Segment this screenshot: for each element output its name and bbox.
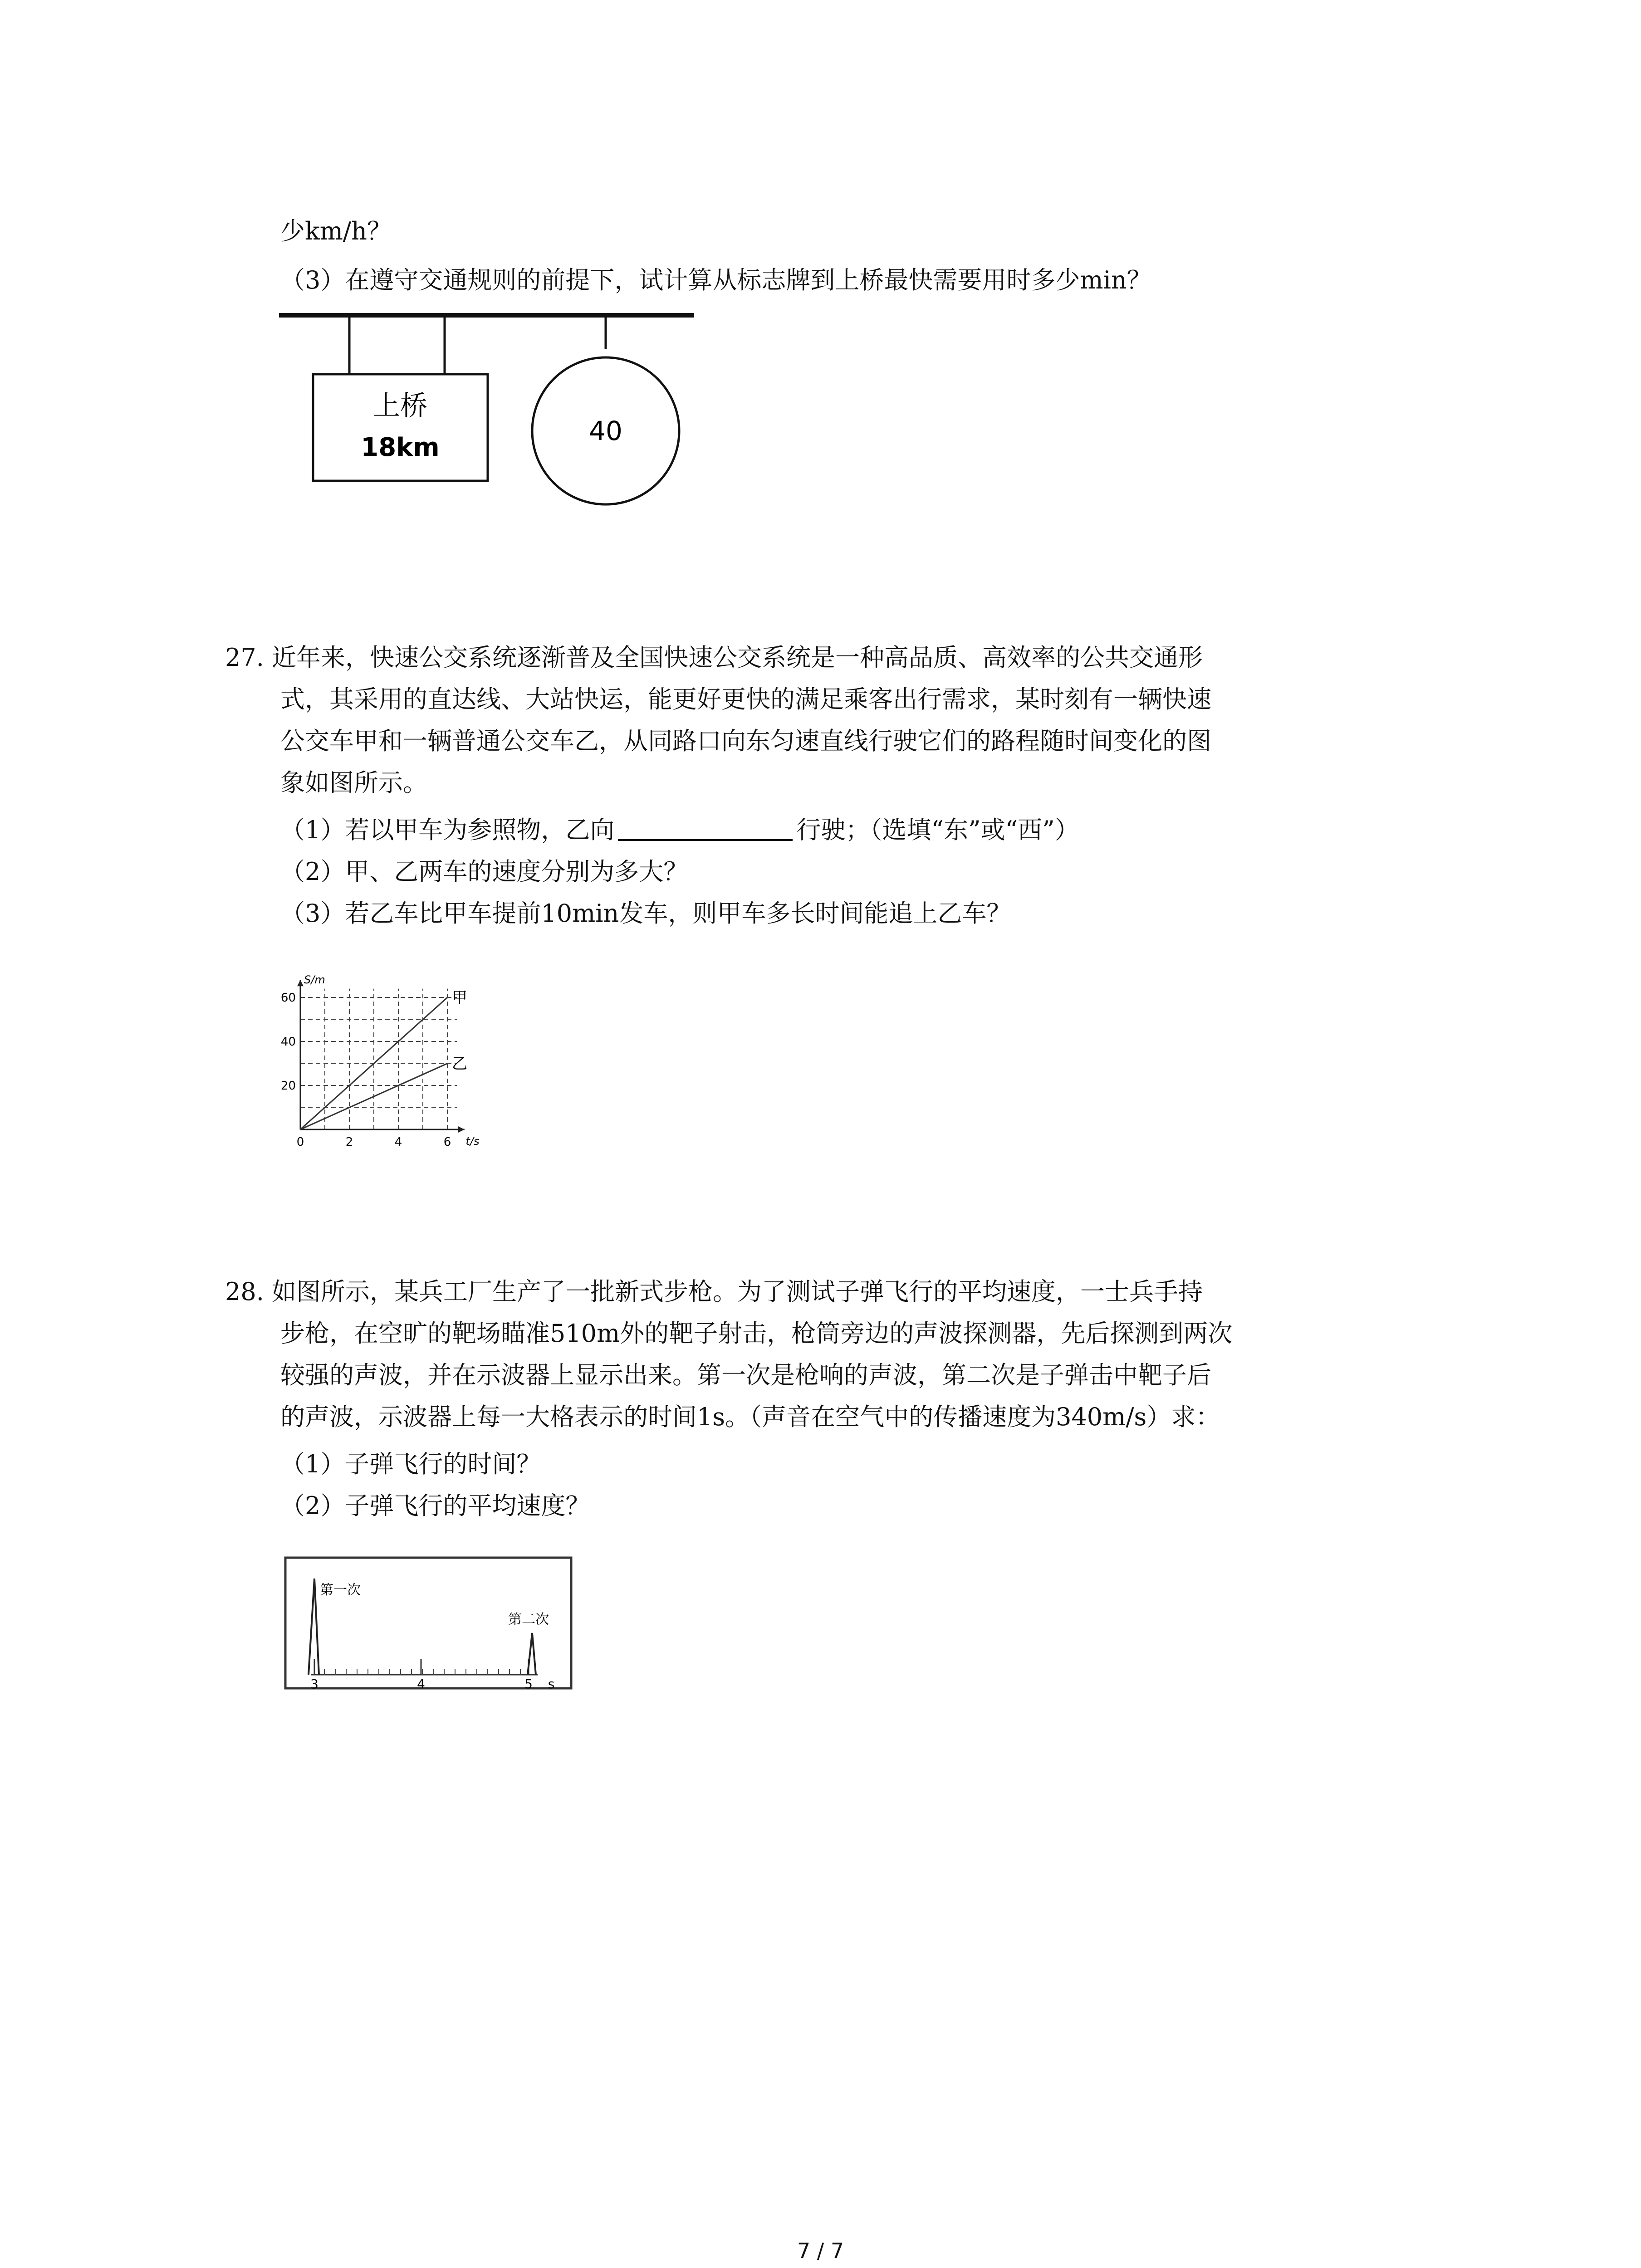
x-tick-label: 4: [394, 1135, 402, 1149]
x-axis-arrow: [458, 1126, 465, 1133]
y-axis-label: S/m: [304, 973, 325, 987]
q27-line-4: 象如图所示。: [280, 768, 427, 797]
q27-part1-start: （1）若以甲车为参照物，乙向: [280, 816, 615, 844]
speed-limit-value: 40: [589, 415, 622, 446]
x-axis-label: t/s: [465, 1135, 480, 1148]
q27-line-2: 式，其采用的直达线、大站快运，能更好更快的满足乘客出行需求，某时刻有一辆快速: [280, 685, 1211, 714]
x-tick-label: 2: [345, 1135, 353, 1149]
label-first: 第一次: [320, 1582, 361, 1598]
distance-time-chart: [272, 957, 508, 1152]
q28-part1: （1）子弹飞行的时间？: [280, 1450, 541, 1478]
q28-line-1: 28. 如图所示，某兵工厂生产了一批新式步枪。为了测试子弹飞行的平均速度，一士兵手持: [225, 1277, 1203, 1306]
q27-part2: （2）甲、乙两车的速度分别为多大？: [280, 857, 688, 886]
q26-continuation: 少km/h？: [280, 217, 392, 245]
series-label-1: 甲: [452, 989, 467, 1007]
q27-line-1: 27. 近年来，快速公交系统逐渐普及全国快速公交系统是一种高品质、高效率的公共交通形: [225, 643, 1203, 672]
q28-line-3: 较强的声波，并在示波器上显示出来。第一次是枪响的声波，第二次是子弹击中靶子后: [280, 1361, 1211, 1389]
oscilloscope-figure: [284, 1556, 574, 1692]
label-second: 第二次: [508, 1612, 549, 1628]
tick-label-3: 3: [310, 1677, 318, 1691]
q27-part1: [280, 812, 1079, 848]
y-tick-label: 20: [280, 1079, 296, 1093]
q28-line-2: 步枪，在空旷的靶场瞄准510m外的靶子射击，枪筒旁边的声波探测器，先后探测到两次: [280, 1319, 1233, 1348]
tick-label-5: 5: [524, 1677, 533, 1691]
q28-line-4: 的声波，示波器上每一大格表示的时间1s。（声音在空气中的传播速度为340m/s）求：: [280, 1403, 1220, 1431]
bridge-sign-text-2: 18km: [361, 433, 440, 462]
q27-part1-end: 行驶；（选填“东”或“西”）: [796, 816, 1079, 844]
q28-part2: （2）子弹飞行的平均速度？: [280, 1491, 590, 1520]
x-tick-label: 6: [443, 1135, 451, 1149]
series-label-2: 乙: [452, 1055, 467, 1073]
tick-label-unit: s: [548, 1677, 555, 1691]
bridge-sign-text-1: 上桥: [373, 390, 427, 422]
y-axis-arrow: [297, 980, 304, 986]
page-number: 7 / 7: [797, 2239, 844, 2263]
bridge-sign-figure: [272, 302, 703, 510]
y-tick-label: 60: [280, 991, 296, 1005]
tick-label-4: 4: [417, 1677, 425, 1691]
q26-part3: （3）在遵守交通规则的前提下，试计算从标志牌到上桥最快需要用时多少min？: [280, 266, 1151, 294]
q27-line-3: 公交车甲和一辆普通公交车乙，从同路口向东匀速直线行驶它们的路程随时间变化的图: [280, 727, 1211, 755]
answer-blank[interactable]: [618, 814, 793, 841]
x-tick-label: 0: [296, 1135, 304, 1149]
chart-series: [300, 989, 467, 1129]
q27-part3: （3）若乙车比甲车提前10min发车，则甲车多长时间能追上乙车？: [280, 899, 1011, 928]
y-tick-label: 40: [280, 1035, 296, 1049]
